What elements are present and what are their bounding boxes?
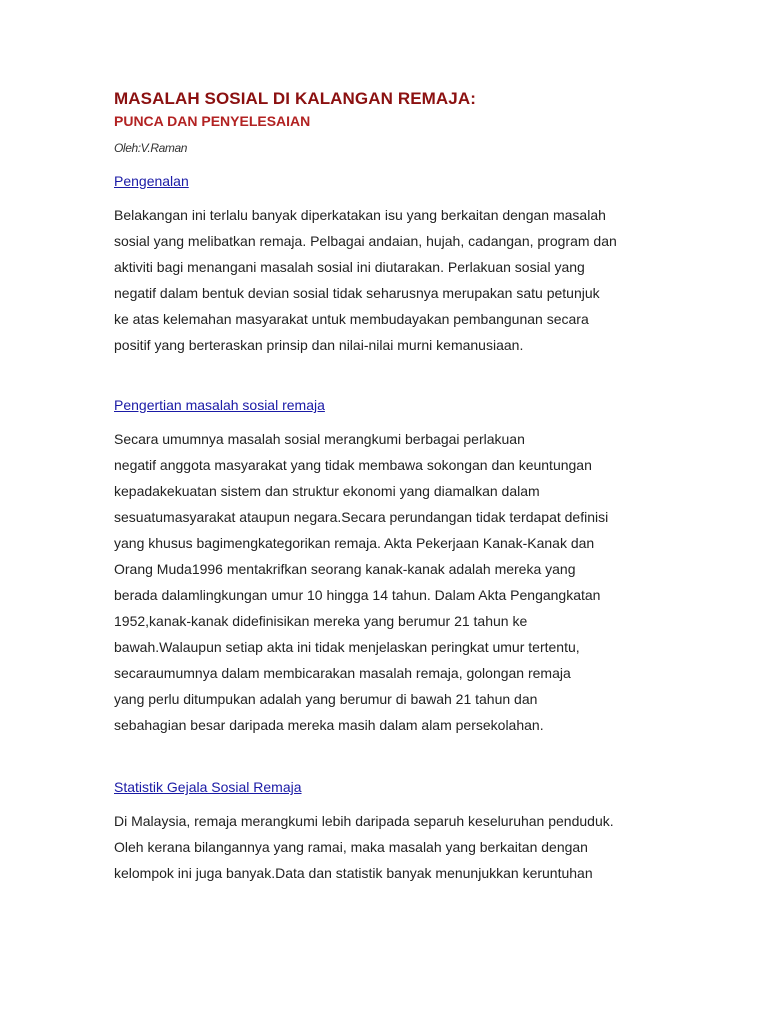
- paragraph-line: sesuatumasyarakat ataupun negara.Secara perundangan tidak terdapat definisi: [114, 509, 609, 525]
- section-link-pengertian[interactable]: Pengertian masalah sosial remaja: [114, 397, 325, 413]
- document-subtitle: PUNCA DAN PENYELESAIAN: [114, 113, 311, 129]
- paragraph-line: Oleh kerana bilangannya yang ramai, maka masalah yang berkaitan dengan: [114, 839, 588, 855]
- section-link-pengenalan[interactable]: Pengenalan: [114, 173, 189, 189]
- paragraph-line: sebahagian besar daripada mereka masih dalam alam persekolahan.: [114, 717, 544, 733]
- paragraph-line: Secara umumnya masalah sosial merangkumi berbagai perlakuan: [114, 431, 525, 447]
- paragraph-line: secaraumumnya dalam membicarakan masalah remaja, golongan remaja: [114, 665, 571, 681]
- paragraph-line: negatif anggota masyarakat yang tidak membawa sokongan dan keuntungan: [114, 457, 592, 473]
- paragraph-line: Belakangan ini terlalu banyak diperkatakan isu yang berkaitan dengan masalah: [114, 207, 606, 223]
- paragraph-line: kelompok ini juga banyak.Data dan statistik banyak menunjukkan keruntuhan: [114, 865, 593, 881]
- paragraph-line: Orang Muda1996 mentakrifkan seorang kanak-kanak adalah mereka yang: [114, 561, 576, 577]
- paragraph-line: aktiviti bagi menangani masalah sosial ini diutarakan. Perlakuan sosial yang: [114, 259, 585, 275]
- paragraph-line: 1952,kanak-kanak didefinisikan mereka yang berumur 21 tahun ke: [114, 613, 528, 629]
- paragraph-line: berada dalamlingkungan umur 10 hingga 14 tahun. Dalam Akta Pengangkatan: [114, 587, 601, 603]
- paragraph-line: Di Malaysia, remaja merangkumi lebih daripada separuh keseluruhan penduduk.: [114, 813, 614, 829]
- section-paragraph-pengenalan: [114, 202, 714, 358]
- paragraph-line: bawah.Walaupun setiap akta ini tidak menjelaskan peringkat umur tertentu,: [114, 639, 580, 655]
- document-title: MASALAH SOSIAL DI KALANGAN REMAJA:: [114, 89, 476, 108]
- author-byline: Oleh:V.Raman: [114, 141, 188, 155]
- paragraph-line: positif yang berteraskan prinsip dan nilai-nilai murni kemanusiaan.: [114, 337, 524, 353]
- paragraph-line: ke atas kelemahan masyarakat untuk membudayakan pembangunan secara: [114, 311, 589, 327]
- section-link-statistik[interactable]: Statistik Gejala Sosial Remaja: [114, 779, 302, 795]
- paragraph-line: kepadakekuatan sistem dan struktur ekonomi yang diamalkan dalam: [114, 483, 540, 499]
- paragraph-line: yang khusus bagimengkategorikan remaja. Akta Pekerjaan Kanak-Kanak dan: [114, 535, 595, 551]
- paragraph-line: negatif dalam bentuk devian sosial tidak seharusnya merupakan satu petunjuk: [114, 285, 600, 301]
- paragraph-line: yang perlu ditumpukan adalah yang berumur di bawah 21 tahun dan: [114, 691, 538, 707]
- section-paragraph-statistik: [114, 808, 714, 886]
- document-page: [114, 88, 714, 886]
- paragraph-line: sosial yang melibatkan remaja. Pelbagai andaian, hujah, cadangan, program dan: [114, 233, 617, 249]
- section-paragraph-pengertian: [114, 426, 714, 738]
